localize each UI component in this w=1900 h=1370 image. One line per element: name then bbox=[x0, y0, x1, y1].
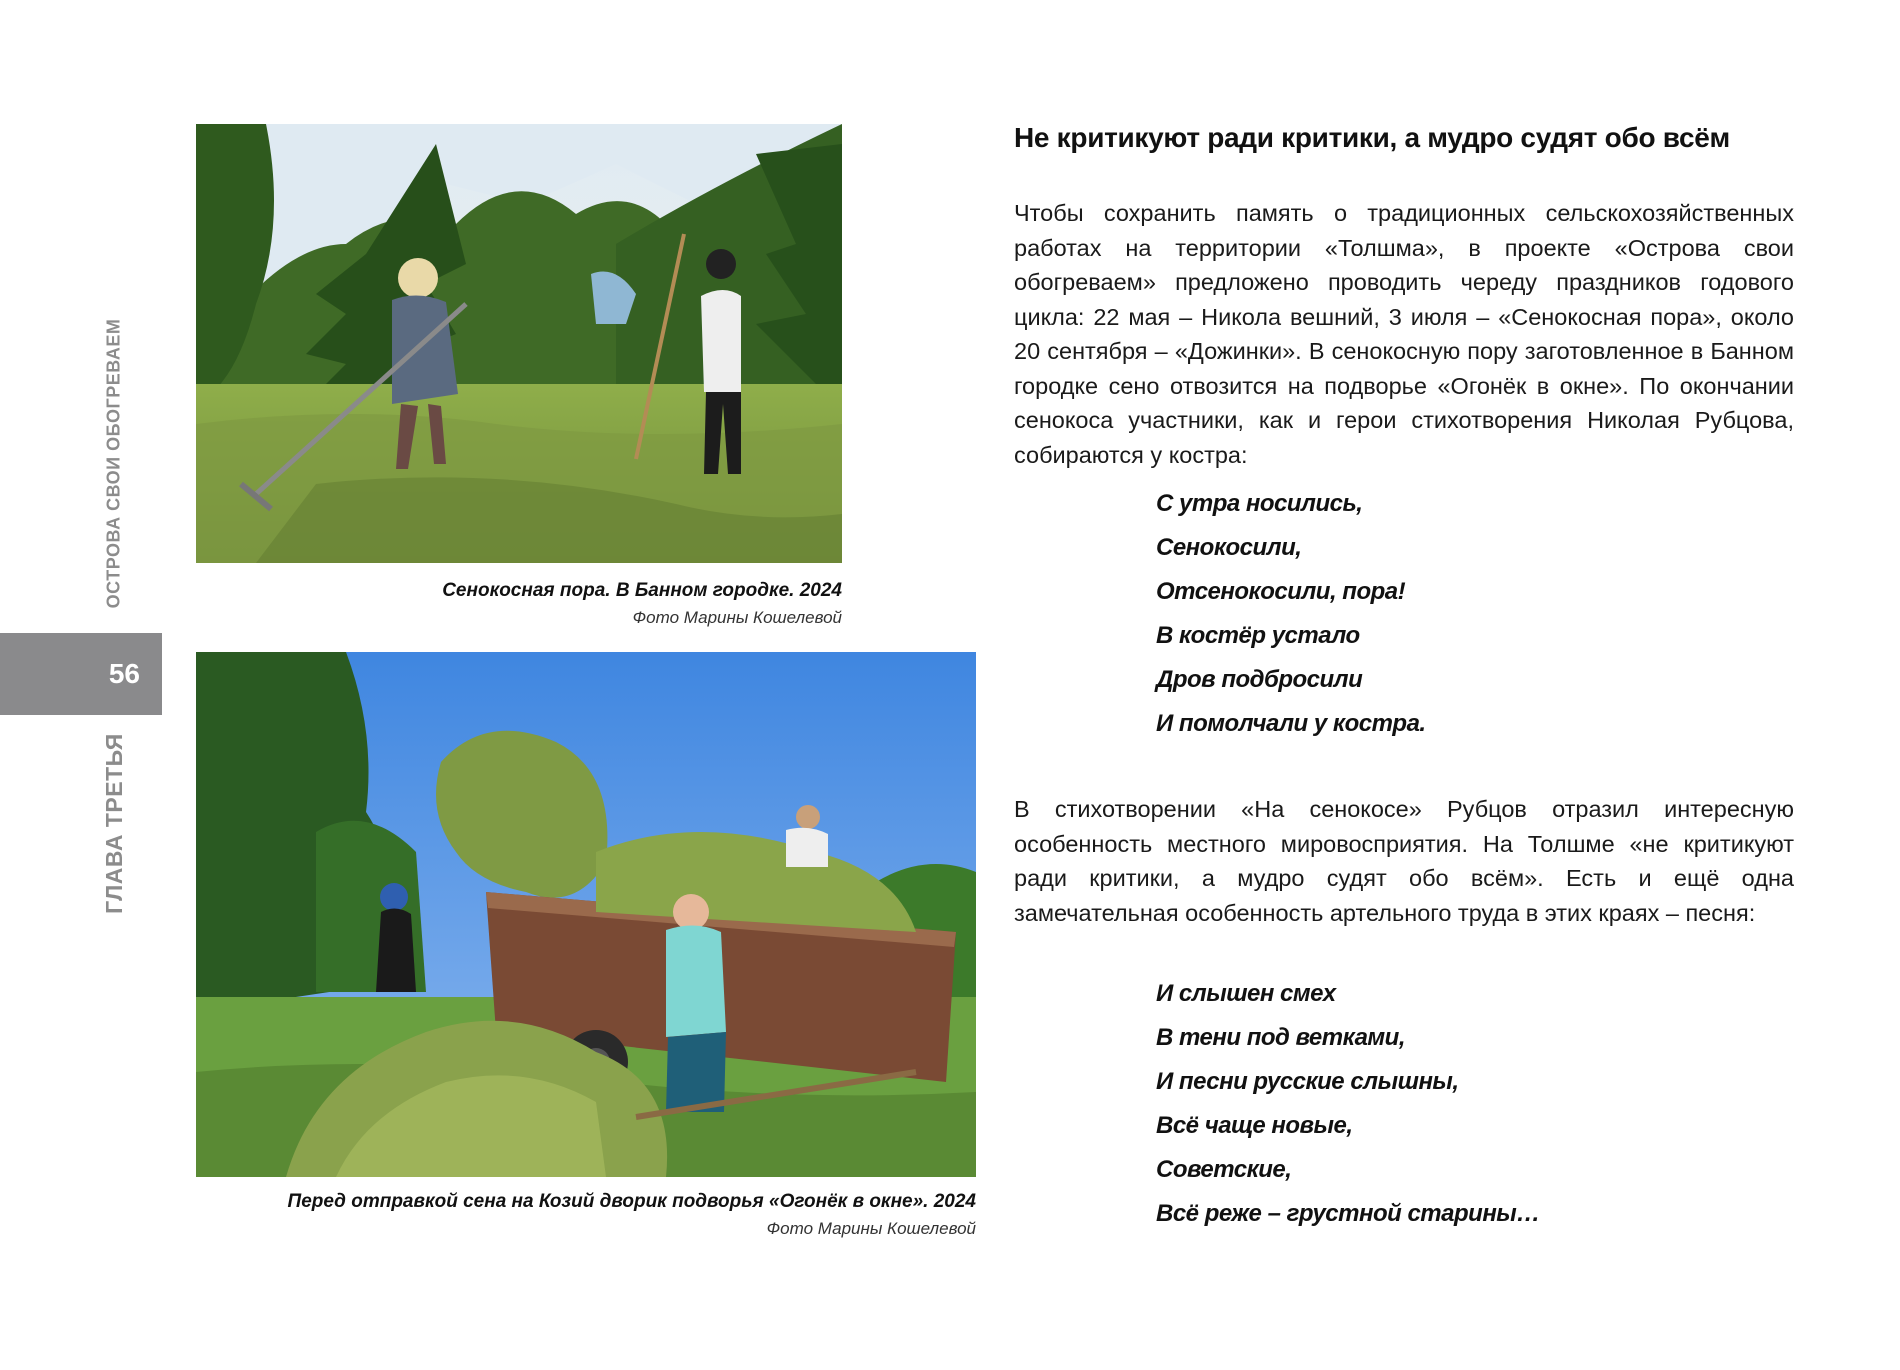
poem-line: В тени под ветками, bbox=[1156, 1024, 1405, 1051]
poem-line: С утра носились, bbox=[1156, 490, 1363, 517]
poem-line: Отсенокосили, пора! bbox=[1156, 578, 1406, 605]
poem-line: В костёр устало bbox=[1156, 622, 1360, 649]
article-paragraph-2: В стихотворении «На сенокосе» Рубцов отразил интересную особенность местного мировосприятия. На Толшме «не критикуют ради критики, а мудро судят обо всём». Есть и ещё одна замечательная особенность артельного труда в этих краях – песня: bbox=[1014, 796, 1794, 926]
article-paragraph-1: Чтобы сохранить память о традиционных сельскохозяйственных работах на территории «Толшма», в проекте «Острова свои обогреваем» предложено проводить череду праздников годового цикла: 22 мая – Никола вешний, 3 июля – «Сенокосная пора», около 20 сентября – «Дожинки». В сенокосную пору заготовленное в Банном городке сено отвозится на подворье «Огонёк в окне». По окончании сенокоса участники, как и герои стихотворения Николая Рубцова, собираются у костра: bbox=[1014, 200, 1794, 468]
photo-caption-1-credit: Фото Марины Кошелевой bbox=[632, 608, 842, 627]
section-label-text: ОСТРОВА СВОИ ОБОГРЕВАЕМ bbox=[103, 318, 124, 608]
photo-haymaking-rakes bbox=[196, 124, 842, 563]
section-label bbox=[96, 308, 132, 618]
poem-stanza-1 bbox=[1156, 482, 1756, 746]
poem-line: Дров подбросили bbox=[1156, 666, 1363, 693]
photo-caption-2-title: Перед отправкой сена на Козий дворик подворья «Огонёк в окне». 2024 bbox=[287, 1191, 976, 1212]
poem-line: Советские, bbox=[1156, 1156, 1292, 1183]
poem-line: Сенокосили, bbox=[1156, 534, 1302, 561]
article-heading: Не критикуют ради критики, а мудро судят обо всём bbox=[1014, 122, 1730, 153]
photo-haymaking-rakes-image bbox=[196, 124, 842, 563]
chapter-label bbox=[96, 728, 132, 918]
poem-line: И песни русские слышны, bbox=[1156, 1068, 1459, 1095]
photo-hay-trailer-image bbox=[196, 652, 976, 1177]
page-number: 56 bbox=[0, 633, 162, 715]
chapter-label-text: ГЛАВА ТРЕТЬЯ bbox=[100, 732, 127, 914]
photo-caption-1-title: Сенокосная пора. В Банном городке. 2024 bbox=[442, 580, 842, 601]
photo-caption-2-credit: Фото Марины Кошелевой bbox=[766, 1219, 976, 1238]
poem-line: И слышен смех bbox=[1156, 980, 1336, 1007]
poem-line: Всё чаще новые, bbox=[1156, 1112, 1353, 1139]
poem-stanza-2 bbox=[1156, 972, 1756, 1236]
poem-line: Всё реже – грустной старины… bbox=[1156, 1200, 1540, 1227]
poem-line: И помолчали у костра. bbox=[1156, 710, 1426, 737]
photo-hay-trailer bbox=[196, 652, 976, 1177]
photo-caption-1 bbox=[196, 580, 842, 628]
photo-caption-2 bbox=[196, 1191, 976, 1239]
